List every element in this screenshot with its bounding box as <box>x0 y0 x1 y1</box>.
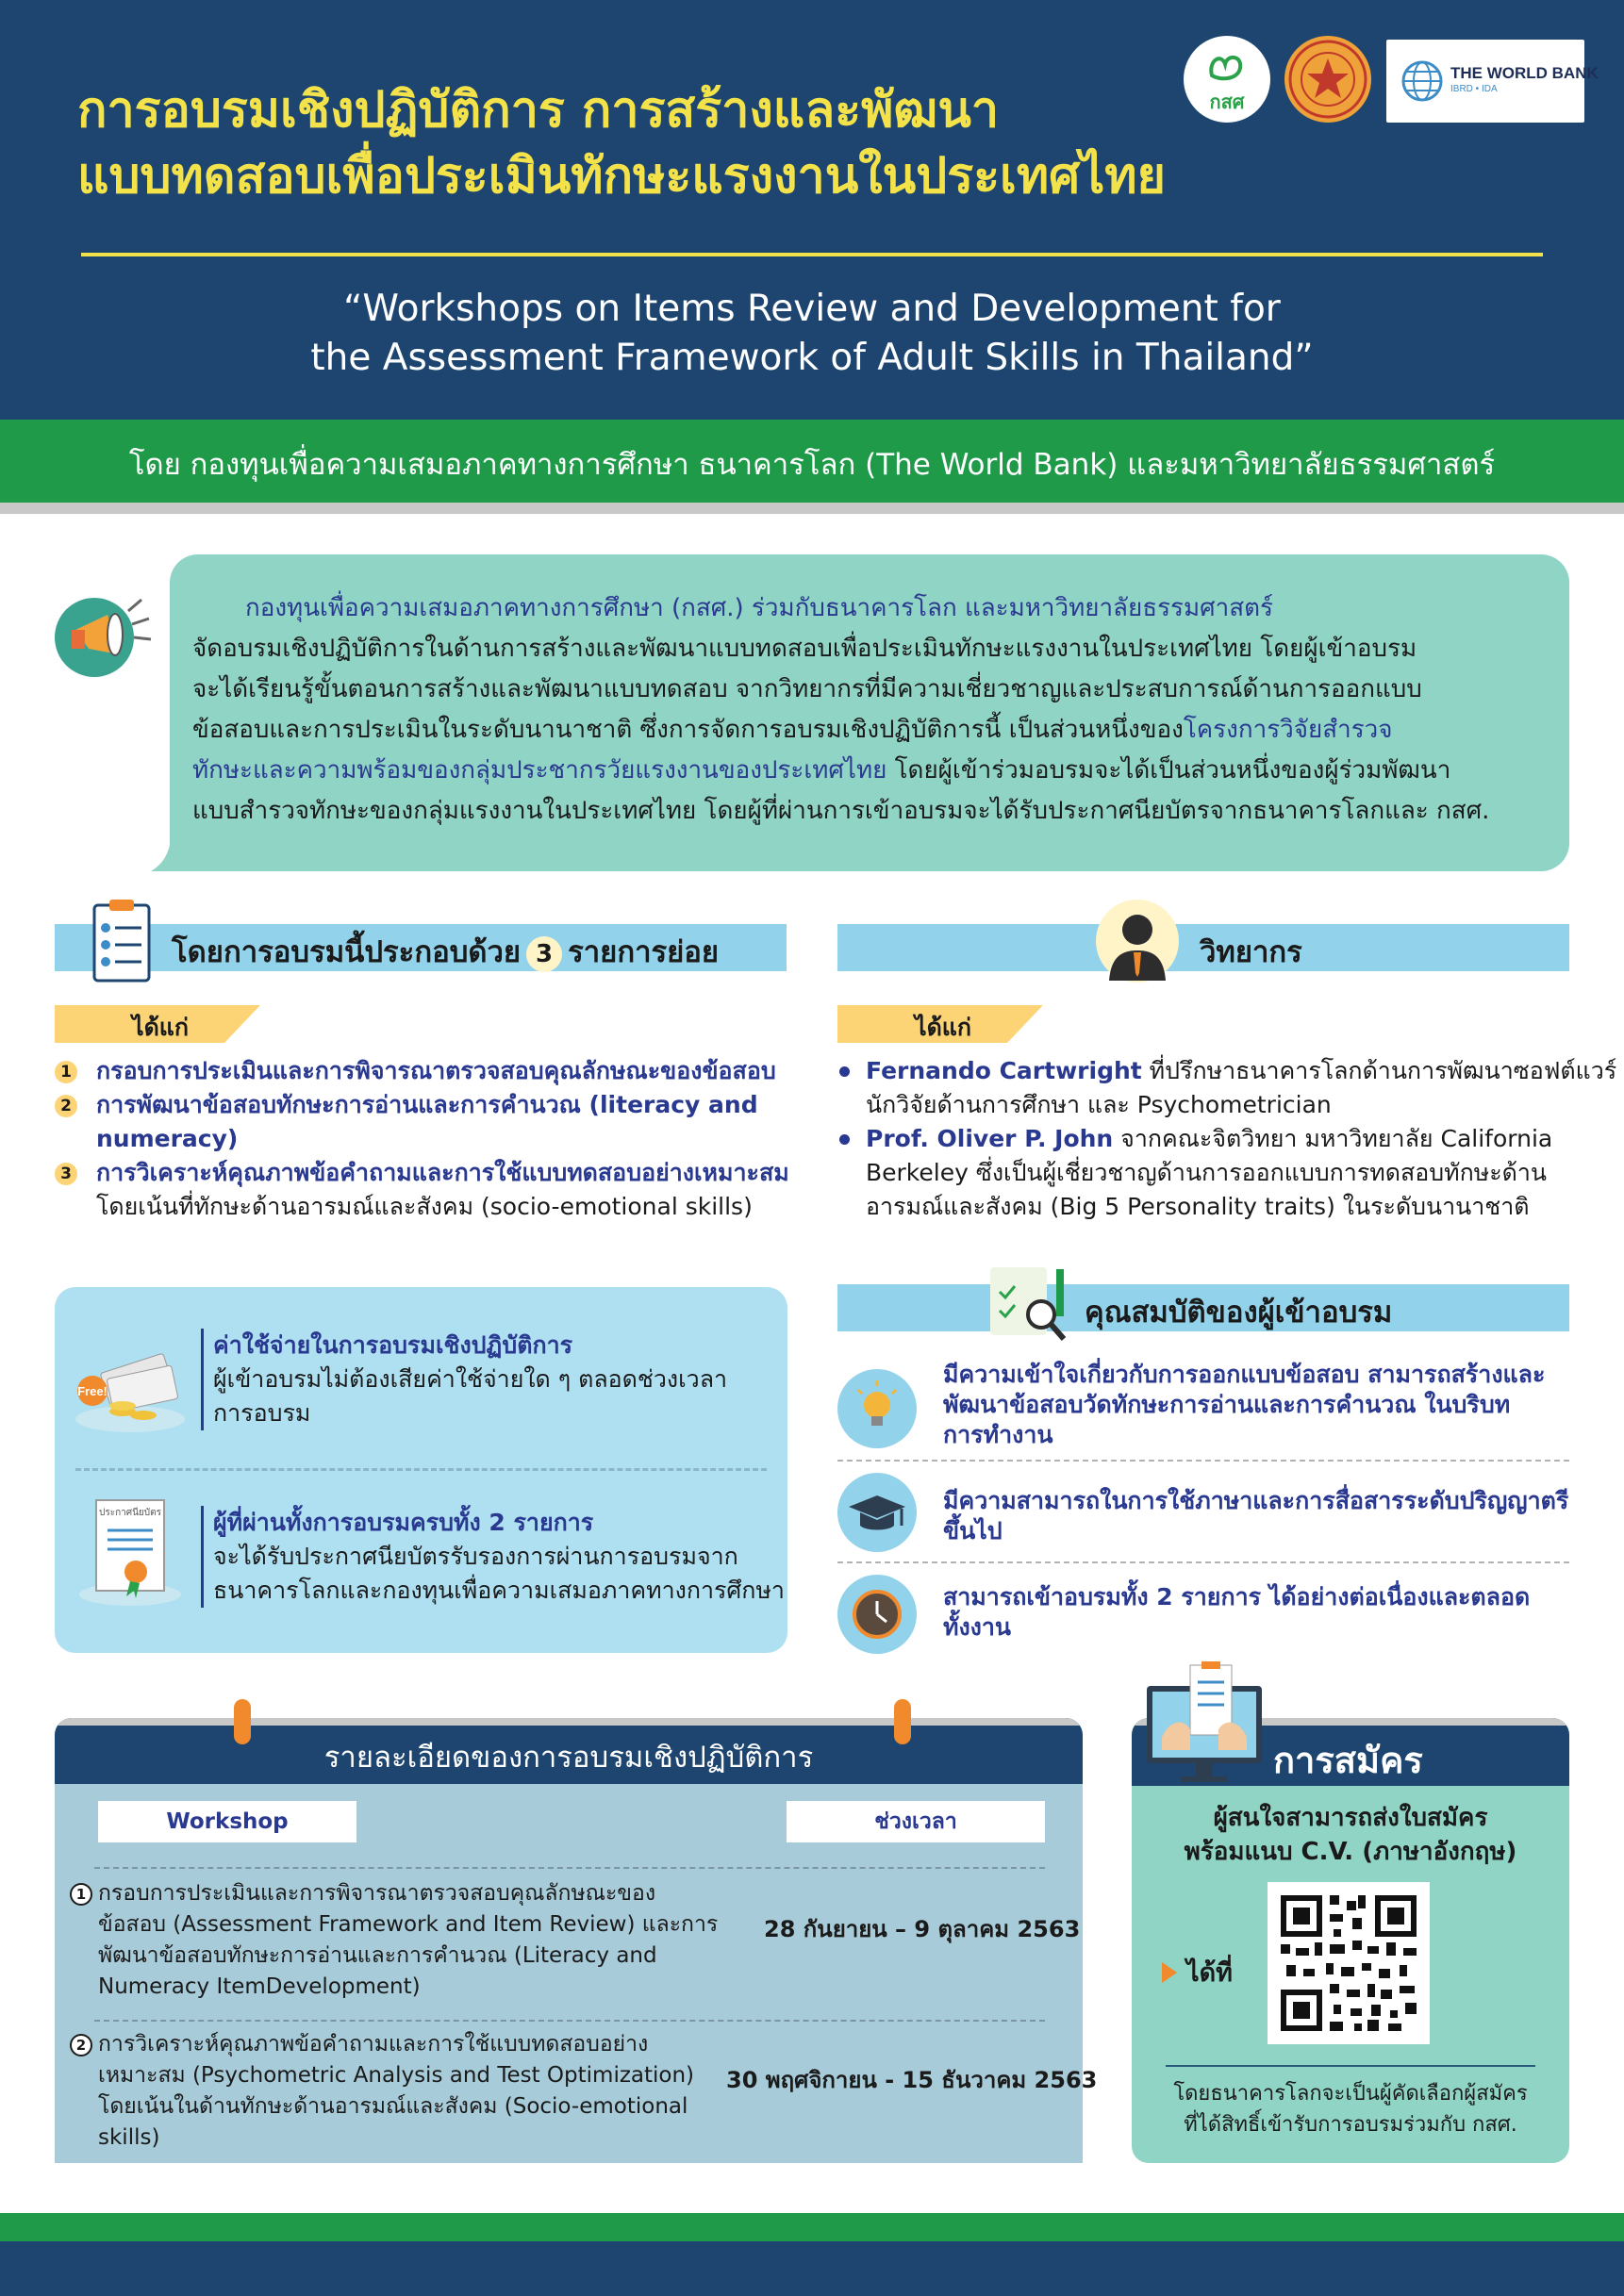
qualification-line: ขึ้นไป <box>943 1517 1003 1544</box>
title-english-line-1: “Workshops on Items Review and Development for <box>343 288 1281 330</box>
bullet-icon <box>839 1134 850 1145</box>
workshop-line: พัฒนาข้อสอบทักษะการอ่านและการคำนวณ (Literacy and <box>98 1943 657 1968</box>
item-number: 3 <box>55 1163 77 1185</box>
workshop-line: skills) <box>98 2125 160 2150</box>
item-number: 1 <box>55 1061 77 1083</box>
schedule-title: รายละเอียดของการอบรมเชิงปฏิบัติการ <box>323 1741 814 1775</box>
column-header-workshop: Workshop <box>98 1801 356 1842</box>
components-tag <box>55 1005 224 1043</box>
qualification-line: สามารถเข้าอบรมทั้ง 2 รายการ ได้อย่างต่อเนื่องและตลอด <box>943 1583 1531 1611</box>
intro-line-3: จะได้เรียนรู้ขั้นตอนการสร้างและพัฒนาแบบทดสอบ จากวิทยากรที่มีความเชี่ยวชาญและประสบการณ์ด้านการออกแบบ <box>192 675 1422 703</box>
binder-pin <box>894 1699 911 1744</box>
item-text: กรอบการประเมินและการพิจารณาตรวจสอบคุณลักษณะของข้อสอบ <box>96 1057 776 1084</box>
list-item <box>837 1122 1573 1224</box>
workshop-line: Numeracy ItemDevelopment) <box>98 1974 421 1999</box>
registration-at <box>1162 1952 1233 1992</box>
world-bank-logo <box>1386 40 1599 123</box>
registration-divider <box>1166 2065 1535 2067</box>
list-item <box>55 1156 790 1224</box>
schedule-divider <box>94 1867 1045 1869</box>
certificate-heading: ผู้ที่ผ่านทั้งการอบรมครบทั้ง 2 รายการ <box>213 1509 594 1536</box>
speakers-tag-label: ได้แก่ <box>915 1014 972 1041</box>
cost-fee-line-2: การอบรม <box>213 1399 311 1427</box>
intro-line-5b: โดยผู้เข้าร่วมอบรมจะได้เป็นส่วนหนึ่งของผู้ร่วมพัฒนา <box>887 756 1451 785</box>
registration-instructions <box>1132 1801 1569 1869</box>
certificate-icon <box>68 1493 191 1615</box>
list-item <box>55 1054 790 1088</box>
list-item <box>837 1054 1617 1122</box>
bullet-icon <box>839 1066 850 1077</box>
arrow-right-icon <box>1162 1962 1177 1983</box>
intro-line-6: แบบสำรวจทักษะของกลุ่มแรงงานในประเทศไทย โดยผู้ที่ผ่านการเข้าอบรมจะได้รับประกาศนียบัตรจากธนาคารโลกและ กสศ. <box>192 797 1490 825</box>
item-text: การวิเคราะห์คุณภาพข้อคำถามและการใช้แบบทดสอบอย่างเหมาะสม <box>96 1159 789 1186</box>
components-tag-tail <box>224 1005 260 1043</box>
intro-line-2: จัดอบรมเชิงปฏิบัติการในด้านการสร้างและพัฒนาแบบทดสอบเพื่อประเมินทักษะแรงงานในประเทศไทย โดยผู้เข้าอบรม <box>192 635 1417 663</box>
registration-title: การสมัคร <box>1273 1740 1423 1781</box>
free-label: Free! <box>77 1384 108 1398</box>
speaker-desc-cont: Berkeley ซึ่งเป็นผู้เชี่ยวชาญด้านการออกแบบการทดสอบทักษะด้าน <box>866 1159 1548 1186</box>
workshop-line: การวิเคราะห์คุณภาพข้อคำถามและการใช้แบบทดสอบอย่าง <box>98 2032 649 2056</box>
organizers-text: โดย กองทุนเพื่อความเสมอภาคทางการศึกษา ธนาคารโลก (The World Bank) และมหาวิทยาลัยธรรมศาสตร์ <box>128 448 1496 482</box>
registration-foot-line-2: ที่ได้สิทธิ์เข้ารับการอบรมร่วมกับ กสศ. <box>1184 2113 1517 2137</box>
item-text: การพัฒนาข้อสอบทักษะการอ่านและการคำนวณ (literacy and <box>96 1091 758 1118</box>
qualification-divider <box>837 1460 1569 1462</box>
speaker-desc-cont: อารมณ์และสังคม (Big 5 Personality traits) ในระดับนานาชาติ <box>866 1193 1530 1220</box>
item-text-cont: โดยเน้นที่ทักษะด้านอารมณ์และสังคม (socio-emotional skills) <box>96 1193 753 1220</box>
speakers-tag-tail <box>1007 1005 1043 1043</box>
thammasat-seal <box>1284 36 1371 123</box>
qualification-line: มีความสามารถในการใช้ภาษาและการสื่อสารระดับปริญญาตรี <box>943 1487 1569 1514</box>
magnifier-checklist-icon <box>986 1264 1069 1345</box>
registration-line-2: พร้อมแนบ C.V. (ภาษาอังกฤษ) <box>1184 1838 1517 1866</box>
cost-block-certificate <box>201 1506 785 1608</box>
intro-project-link-1: โครงการวิจัยสำรวจ <box>1183 716 1393 744</box>
intro-box <box>170 554 1569 871</box>
registration-foot-line-1: โดยธนาคารโลกจะเป็นผู้คัดเลือกผู้สมัคร <box>1173 2082 1528 2106</box>
speaker-desc: จากคณะจิตวิทยา มหาวิทยาลัย California <box>1113 1125 1553 1152</box>
page-title-english <box>0 285 1624 383</box>
workshop-line: เหมาะสม (Psychometric Analysis and Test Optimization) <box>98 2063 695 2088</box>
page-title-thai <box>77 77 1171 209</box>
speakers-list <box>837 1054 1617 1224</box>
components-list <box>55 1054 790 1224</box>
title-english-line-2: the Assessment Framework of Adult Skills in Thailand” <box>310 337 1314 379</box>
row-number: 2 <box>70 2034 92 2056</box>
title-thai-line-1: การอบรมเชิงปฏิบัติการ การสร้างและพัฒนา <box>77 82 1000 139</box>
workshop-period: 28 กันยายน – 9 ตุลาคม 2563 <box>764 1916 1081 1942</box>
qualification-line: พัฒนาข้อสอบวัดทักษะการอ่านและการคำนวณ ในบริบท <box>943 1391 1511 1418</box>
cost-block-fee <box>201 1329 727 1430</box>
binder-pin <box>234 1699 251 1744</box>
components-heading-pre: โดยการอบรมนี้ประกอบด้วย <box>172 935 522 969</box>
components-heading-post: รายการย่อย <box>568 935 720 969</box>
components-count: 3 <box>526 936 562 972</box>
footer-green-strip <box>0 2213 1624 2241</box>
lightbulb-icon <box>837 1369 917 1448</box>
list-item <box>55 1088 790 1156</box>
free-money-icon <box>66 1325 189 1447</box>
workshop-line: โดยเน้นในด้านทักษะด้านอารมณ์และสังคม (Socio-emotional <box>98 2094 688 2119</box>
footer-navy-strip <box>0 2241 1624 2296</box>
components-tag-label: ได้แก่ <box>132 1014 190 1041</box>
speaker-person-icon <box>1094 898 1181 984</box>
qualifications-heading: คุณสมบัติของผู้เข้าอบรม <box>1085 1296 1393 1330</box>
item-number: 2 <box>55 1095 77 1117</box>
components-heading <box>172 928 719 975</box>
cost-info-box <box>55 1287 787 1653</box>
qr-code-icon <box>1268 1882 1430 2044</box>
qualification-line: การทำงาน <box>943 1421 1053 1448</box>
seal-icon <box>1284 36 1371 123</box>
certificate-line-1: จะได้รับประกาศนียบัตรรับรองการผ่านการอบรมจาก <box>213 1543 738 1570</box>
schedule-divider <box>94 2020 1045 2022</box>
table-row <box>70 1878 718 2003</box>
oefe-logo-text: กสศ <box>1209 91 1245 113</box>
graduation-cap-icon <box>837 1473 917 1552</box>
online-application-icon <box>1143 1661 1266 1786</box>
workshop-period: 30 พฤศจิกายน - 15 ธันวาคม 2563 <box>726 2067 1098 2093</box>
globe-icon <box>1394 53 1450 109</box>
certificate-label: ประกาศนียบัตร <box>98 1508 162 1518</box>
speakers-tag <box>837 1005 1007 1043</box>
qualification-line: ทั้งงาน <box>943 1613 1012 1641</box>
intro-line-1: กองทุนเพื่อความเสมอภาคทางการศึกษา (กสศ.) ร่วมกับธนาคารโลก และมหาวิทยาลัยธรรมศาสตร์ <box>245 594 1273 622</box>
speaker-desc: ที่ปรึกษาธนาคารโลกด้านการพัฒนาซอฟต์แวร์ <box>1141 1057 1617 1084</box>
title-divider <box>81 253 1543 256</box>
cost-fee-heading: ค่าใช้จ่ายในการอบรมเชิงปฏิบัติการ <box>213 1331 573 1359</box>
registration-line-1: ผู้สนใจสามารถส่งใบสมัคร <box>1213 1804 1488 1832</box>
registration-footnote <box>1132 2078 1569 2140</box>
header-banner <box>0 0 1624 420</box>
oefe-logo <box>1184 36 1270 123</box>
speaker-desc-cont: นักวิจัยด้านการศึกษา และ Psychometrician <box>866 1091 1332 1118</box>
world-bank-name: THE WORLD BANK <box>1450 64 1599 82</box>
column-header-period: ช่วงเวลา <box>787 1801 1045 1842</box>
row-number: 1 <box>70 1883 92 1906</box>
schedule-header <box>55 1718 1083 1784</box>
speaker-name: Prof. Oliver P. John <box>866 1125 1114 1152</box>
intro-line-4 <box>192 710 1550 751</box>
cost-divider <box>75 1468 767 1471</box>
clock-icon <box>837 1575 917 1654</box>
divider-bar <box>0 503 1624 514</box>
registration-qr-code[interactable] <box>1268 1882 1430 2044</box>
workshop-line: กรอบการประเมินและการพิจารณาตรวจสอบคุณลักษณะของ <box>98 1881 656 1906</box>
intro-paragraph <box>192 588 1550 832</box>
qualification-line: มีความเข้าใจเกี่ยวกับการออกแบบข้อสอบ สามารถสร้างและ <box>943 1361 1546 1388</box>
intro-project-link-2: ทักษะและความพร้อมของกลุ่มประชากรวัยแรงงานของประเทศไทย <box>192 756 887 785</box>
registration-at-label: ได้ที่ <box>1186 1958 1233 1988</box>
cost-fee-line-1: ผู้เข้าอบรมไม่ต้องเสียค่าใช้จ่ายใด ๆ ตลอดช่วงเวลา <box>213 1365 728 1393</box>
qualification-divider <box>837 1561 1569 1563</box>
speakers-heading: วิทยากร <box>1200 935 1302 969</box>
clipboard-icon <box>91 898 153 984</box>
table-row <box>70 2029 694 2154</box>
intro-line-4a: ข้อสอบและการประเมินในระดับนานาชาติ ซึ่งการจัดการอบรมเชิงปฏิบัติการนี้ เป็นส่วนหนึ่งของ <box>192 716 1184 744</box>
item-text-cont: numeracy) <box>96 1125 239 1152</box>
speaker-name: Fernando Cartwright <box>866 1057 1142 1084</box>
schedule-top-strip <box>55 1718 1083 1726</box>
world-bank-sub: IBRD • IDA <box>1450 84 1498 94</box>
certificate-line-2: ธนาคารโลกและกองทุนเพื่อความเสมอภาคทางการศึกษา <box>213 1577 785 1604</box>
megaphone-icon <box>51 583 174 686</box>
organizers-bar <box>0 420 1624 503</box>
title-thai-line-2: แบบทดสอบเพื่อประเมินทักษะแรงงานในประเทศไทย <box>77 148 1167 205</box>
intro-line-5 <box>192 751 1550 791</box>
workshop-line: ข้อสอบ (Assessment Framework and Item Review) และการ <box>98 1912 719 1937</box>
